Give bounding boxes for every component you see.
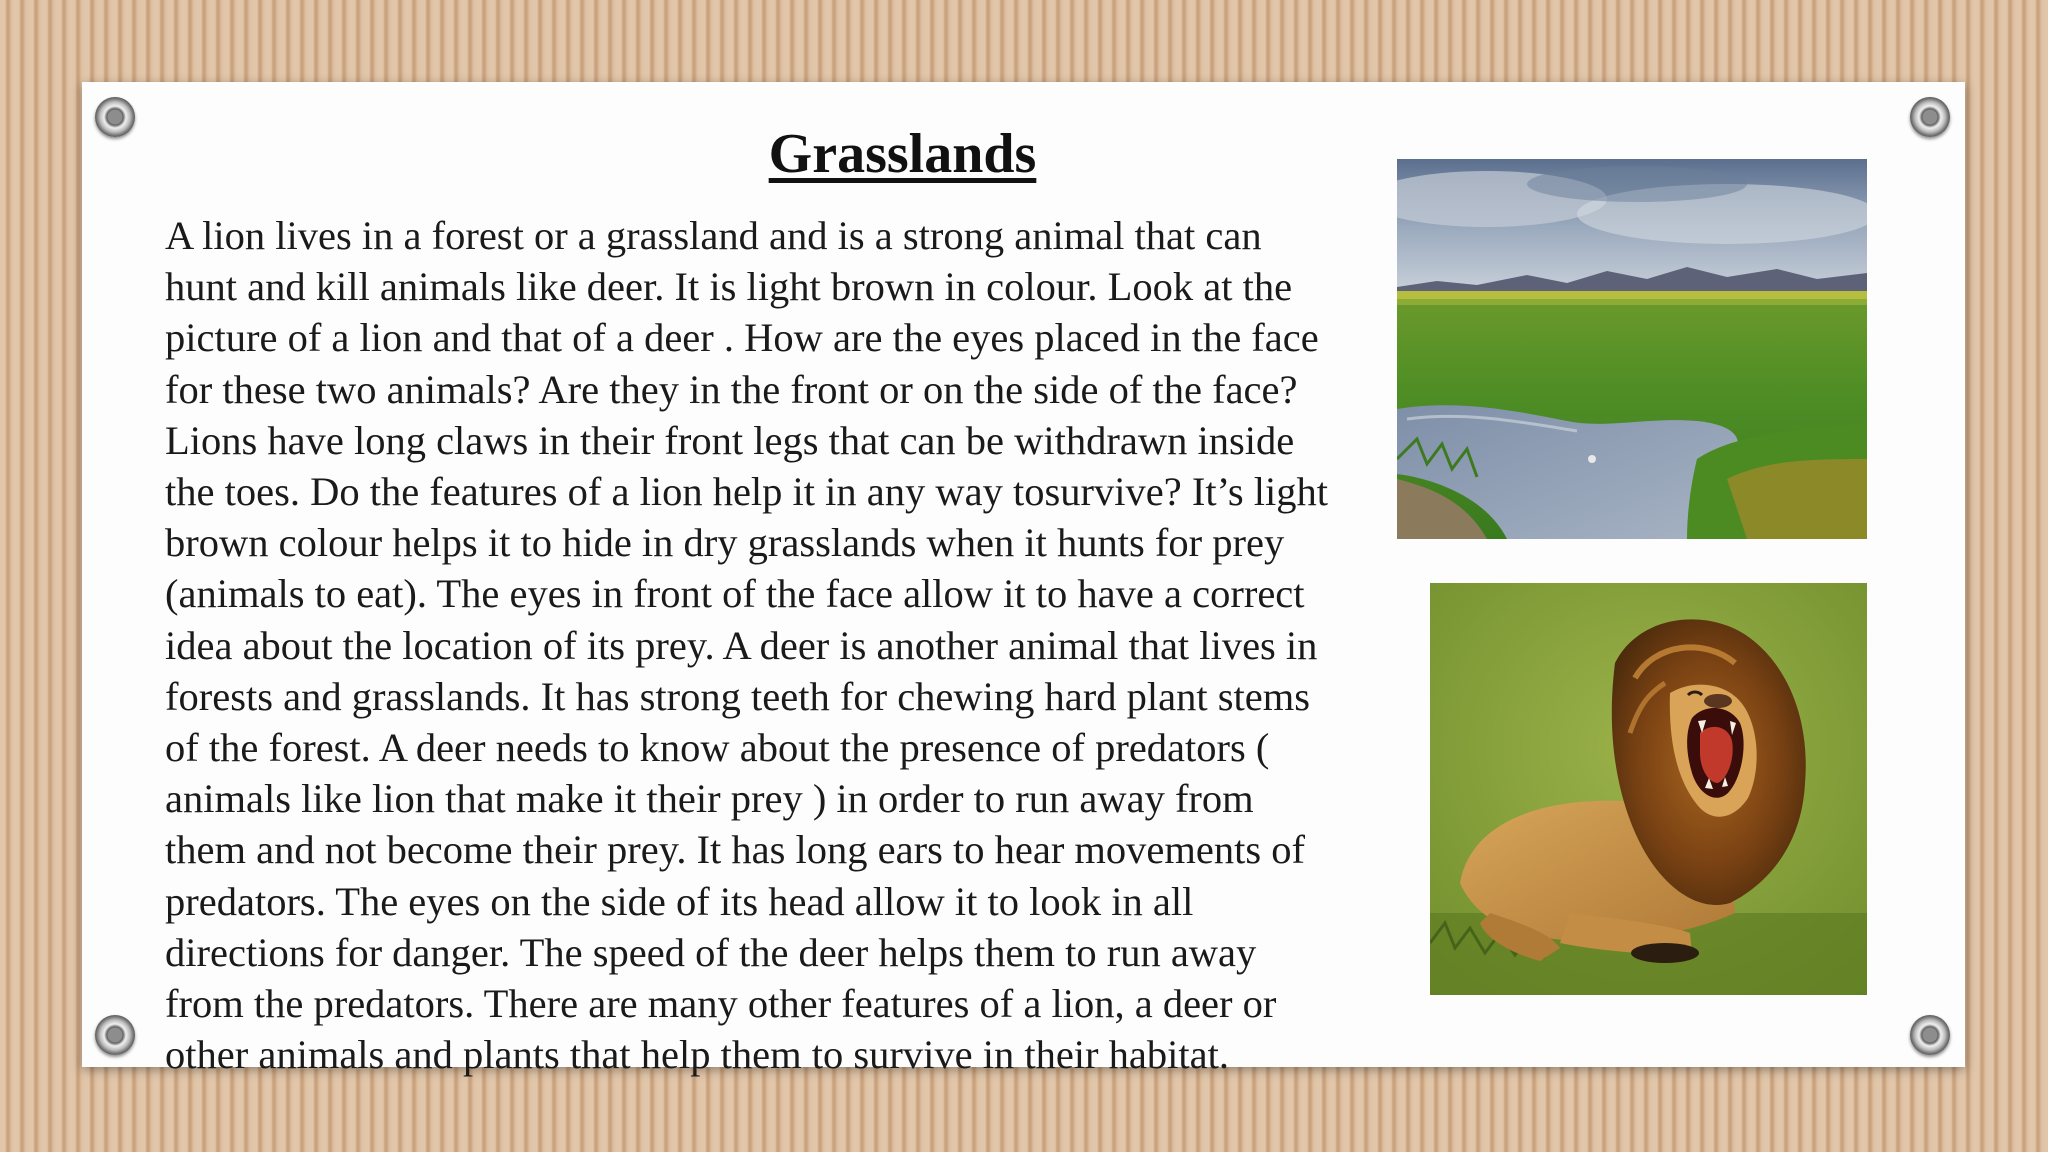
text-line: for these two animals? Are they in the front or on the side of the face?: [165, 366, 1298, 412]
grommet-icon: [95, 97, 135, 137]
grommet-icon: [1910, 1015, 1950, 1055]
grassland-photo: [1397, 159, 1867, 539]
text-line: forests and grasslands. It has strong teeth for chewing hard plant stems: [165, 673, 1310, 719]
text-line: (animals to eat). The eyes in front of the face allow it to have a correct: [165, 571, 1305, 617]
text-line: picture of a lion and that of a deer . How are the eyes placed in the face: [165, 315, 1319, 361]
text-line: them and not become their prey. It has long ears to hear movements of: [165, 827, 1306, 873]
grommet-icon: [95, 1015, 135, 1055]
text-line: A lion lives in a forest or a grassland and is a strong animal that can: [165, 213, 1262, 258]
grassland-image: [1397, 159, 1867, 539]
text-line: idea about the location of its prey. A deer is another animal that lives in: [165, 622, 1318, 668]
text-line: predators. The eyes on the side of its head allow it to look in all: [165, 878, 1194, 924]
text-line: Lions have long claws in their front legs that can be withdrawn inside: [165, 417, 1295, 463]
text-line: the toes. Do the features of a lion help it in any way tosurvive? It’s light: [165, 469, 1328, 515]
slide-title: Grasslands: [768, 123, 1037, 185]
grommet-icon: [1910, 97, 1950, 137]
text-line: animals like lion that make it their prey ) in order to run away from: [165, 776, 1254, 822]
text-line: from the predators. There are many other features of a lion, a deer or: [165, 981, 1277, 1027]
lion-image: [1430, 583, 1867, 995]
lion-photo: [1430, 583, 1867, 995]
text-line: hunt and kill animals like deer. It is light brown in colour. Look at the: [165, 264, 1293, 310]
text-line: other animals and plants that help them to survive in their habitat.: [165, 1032, 1229, 1078]
text-line: of the forest. A deer needs to know about the presence of predators (: [165, 725, 1270, 771]
text-line: directions for danger. The speed of the deer helps them to run away: [165, 929, 1257, 975]
body-paragraph: [165, 210, 1365, 1080]
text-line: brown colour helps it to hide in dry grasslands when it hunts for prey: [165, 520, 1285, 566]
